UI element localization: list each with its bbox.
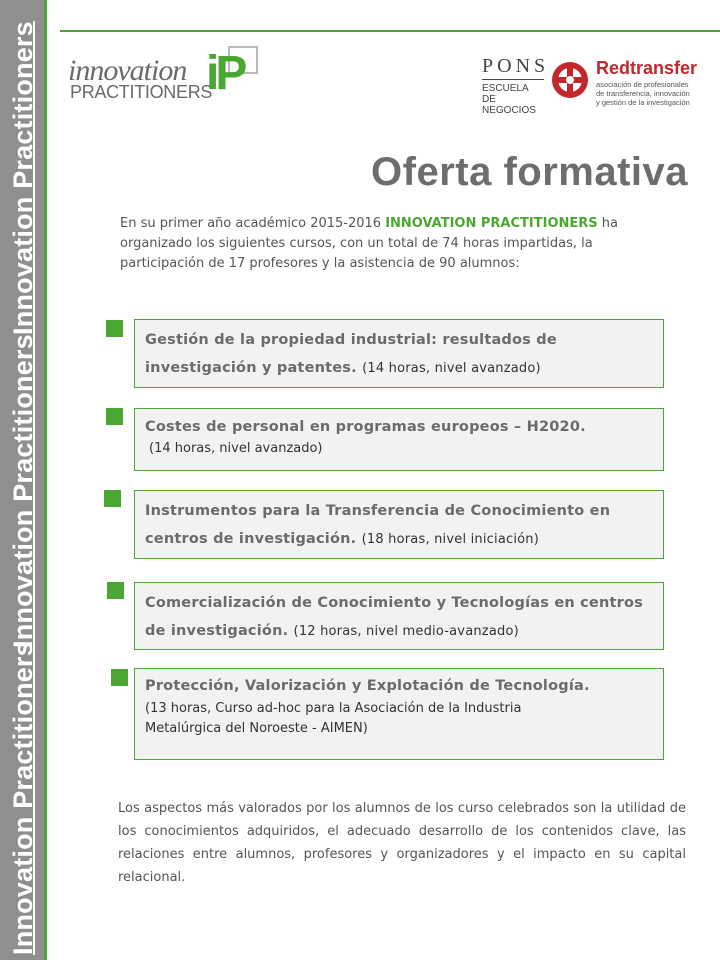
course-card-1 xyxy=(134,319,664,388)
course-2-title: Costes de personal en programas europeos – H2020. xyxy=(145,419,586,435)
green-square-icon xyxy=(106,320,123,337)
green-square-icon xyxy=(111,669,128,686)
course-2-detail: (14 horas, nivel avanzado) xyxy=(149,441,323,456)
pons-line-2: NEGOCIOS xyxy=(482,105,536,116)
green-square-icon xyxy=(107,582,124,599)
closing-paragraph: Los aspectos más valorados por los alumnos de los curso celebrados son la utilidad de los conocimientos adquiridos, el adecuado desarrollo de los contenidos clave, las relaciones entre alumnos, profesores y organizadores y el impacto en su capital relacional. xyxy=(118,801,686,885)
header-green-rule xyxy=(60,30,720,32)
course-card-4 xyxy=(134,582,664,650)
intro-highlight: INNOVATION PRACTITIONERS xyxy=(385,216,598,231)
course-4-detail: (12 horas, nivel medio-avanzado) xyxy=(293,624,519,639)
course-3-detail: (18 horas, nivel iniciación) xyxy=(361,532,540,547)
course-1-title xyxy=(145,326,653,383)
pons-word: PONS xyxy=(482,55,550,77)
sidebar-green-rule xyxy=(44,0,47,960)
course-card-2 xyxy=(134,408,664,471)
green-square-icon xyxy=(106,408,123,425)
page-title: Oferta formativa xyxy=(371,150,688,194)
redtransfer-word: Redtransfer xyxy=(596,58,698,78)
intro-text-before: En su primer año académico 2015-2016 xyxy=(120,216,386,231)
redtransfer-logo xyxy=(550,58,698,118)
green-square-icon xyxy=(104,490,121,507)
pons-line-1: ESCUELA DE xyxy=(482,83,529,105)
course-4-title xyxy=(145,589,653,646)
course-3-title-text: Instrumentos para la Transferencia de Conocimiento en centros de investigación. xyxy=(145,503,611,547)
course-4-title-text: Comercialización de Conocimiento y Tecnologías en centros de investigación. xyxy=(145,595,643,639)
course-card-3 xyxy=(134,490,664,559)
intro-text-after: ha organizado los siguientes cursos, con un total de 74 horas impartidas, la participación de 17 profesores y la asistencia de 90 alumnos: xyxy=(120,216,618,271)
course-1-title-text: Gestión de la propiedad industrial: resultados de investigación y patentes. xyxy=(145,332,557,376)
course-5-detail: (13 horas, Curso ad-hoc para la Asociación de la Industria Metalúrgica del Noroeste - AIMEN) xyxy=(145,701,522,736)
pons-divider xyxy=(482,79,544,80)
sidebar-brand-text-bottom: Innovation Practitioners xyxy=(8,641,38,955)
course-3-title xyxy=(145,497,653,554)
redtransfer-spiral-icon xyxy=(550,60,590,100)
logo-ip-mark: iP xyxy=(206,47,244,100)
sidebar-brand-text-top: Innovation Practitioners xyxy=(8,21,38,335)
logo-word-innovation: innovation xyxy=(68,54,187,87)
sidebar-brand-text-middle: Innovation Practitioners xyxy=(8,334,38,648)
pons-logo xyxy=(482,55,550,127)
course-1-detail: (14 horas, nivel avanzado) xyxy=(362,361,541,376)
intro-paragraph xyxy=(120,214,680,274)
course-5-title: Protección, Valorización y Explotación de Tecnología. xyxy=(145,678,590,694)
logo-word-practitioners: PRACTITIONERS xyxy=(70,82,213,102)
redtransfer-tagline: asociación de profesionales de transferencia, innovación y gestión de la investigación xyxy=(596,80,690,107)
innovation-practitioners-logo xyxy=(68,47,268,112)
course-card-5 xyxy=(134,668,664,760)
